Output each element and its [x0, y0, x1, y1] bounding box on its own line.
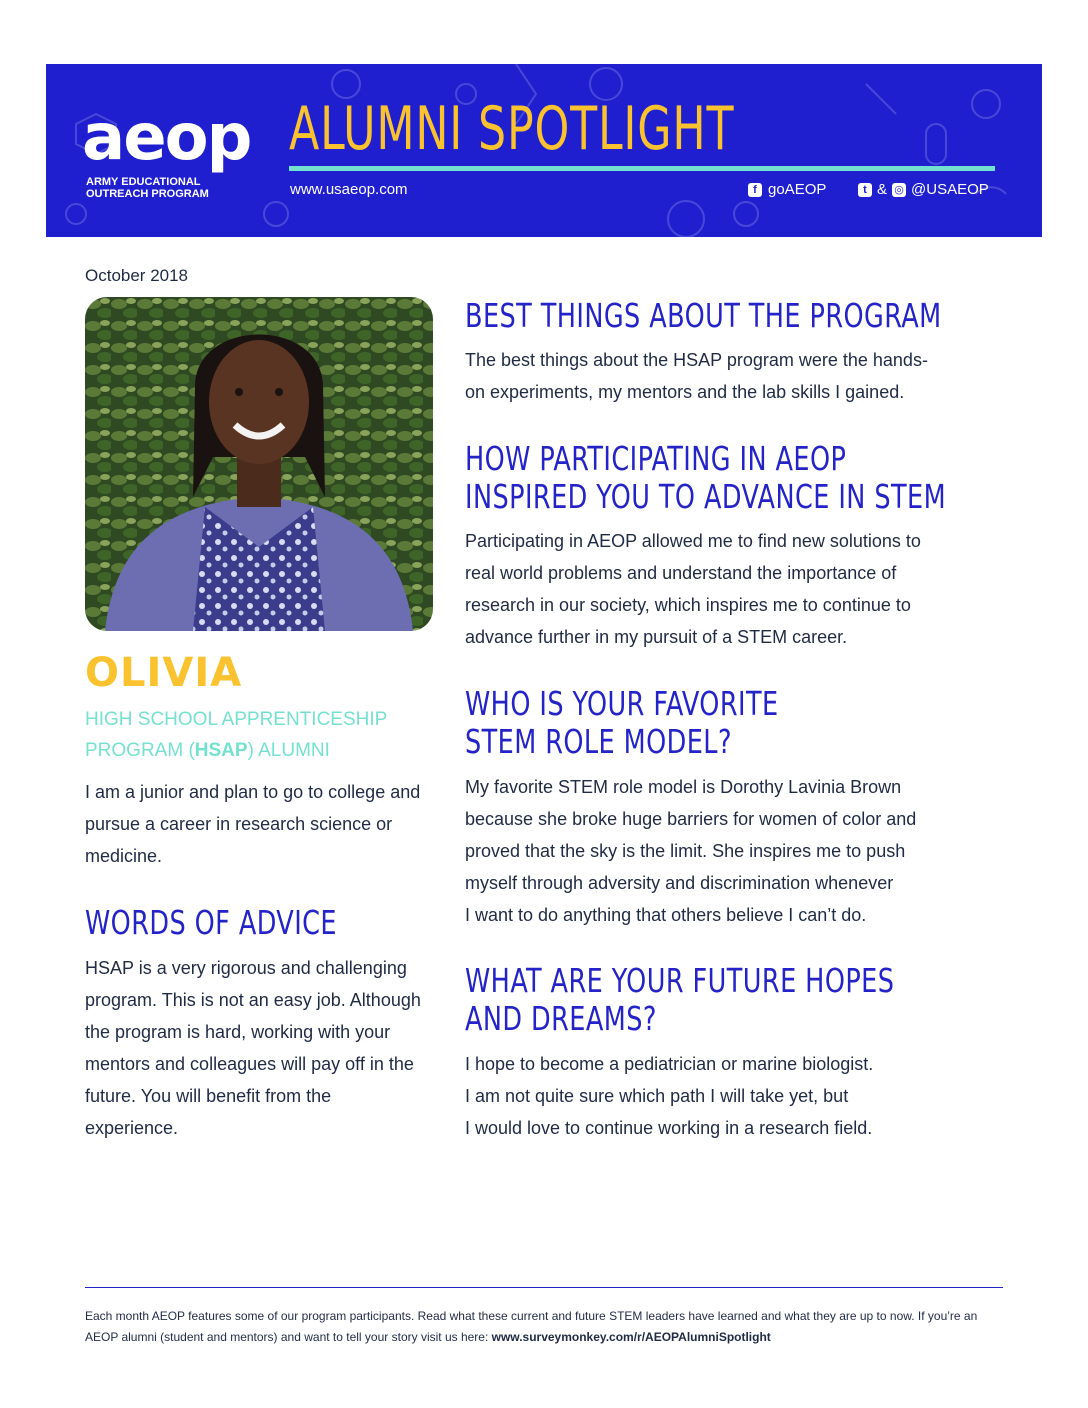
section-heading-inspired [465, 440, 946, 516]
section-heading-future [465, 962, 894, 1038]
website-link[interactable]: www.usaeop.com [290, 181, 408, 198]
text-line: I want to do anything that others believe I can’t do. [465, 905, 867, 925]
section-text-inspired [465, 525, 921, 653]
logo-letters: aeop [82, 101, 251, 175]
heading-line: WHAT ARE YOUR FUTURE HOPES [465, 961, 895, 1000]
text-line: advance further in my pursuit of a STEM career. [465, 627, 848, 647]
logo-subtitle-line1: ARMY EDUCATIONAL [86, 176, 201, 188]
footer-text [85, 1306, 1005, 1348]
text-line: on experiments, my mentors and the lab skills I gained. [465, 382, 905, 402]
program-acronym: HSAP [194, 740, 248, 761]
section-text-future [465, 1048, 873, 1144]
text-line: myself through adversity and discrimination whenever [465, 873, 894, 893]
section-heading-best-things: BEST THINGS ABOUT THE PROGRAM [465, 296, 942, 335]
alumni-photo [85, 297, 433, 631]
page-title: ALUMNI SPOTLIGHT [289, 94, 735, 164]
text-line: I am not quite sure which path I will take yet, but [465, 1086, 849, 1106]
logo-subtitle-line2: OUTREACH PROGRAM [86, 188, 209, 200]
facebook-link[interactable] [748, 181, 826, 198]
footer-description: Each month AEOP features some of our program participants. Read what these current and future STEM leaders have learned and what they are up to now. If you’re an AEOP alumni (student and mentors) and want to tell your story visit us here: [85, 1309, 978, 1344]
heading-line: STEM ROLE MODEL? [465, 722, 732, 761]
heading-line: AND DREAMS? [465, 999, 657, 1038]
text-line: real world problems and understand the importance of [465, 563, 897, 583]
twitter-instagram-link[interactable] [858, 181, 989, 198]
advice-text: HSAP is a very rigorous and challenging program. This is not an easy job. Although the program is hard, working with your mentors and colleagues will pay off in the future. You will benefit from the experience. [85, 958, 421, 1138]
text-line: I would love to continue working in a research field. [465, 1118, 873, 1138]
facebook-icon: f [748, 183, 762, 197]
twitter-instagram-handle: @USAEOP [911, 181, 989, 198]
alumni-name: OLIVIA [85, 650, 243, 696]
text-line: Participating in AEOP allowed me to find new solutions to [465, 531, 921, 551]
text-line: research in our society, which inspires me to continue to [465, 595, 911, 615]
intro-text: I am a junior and plan to go to college and pursue a career in research science or medicine. [85, 782, 421, 866]
footer-divider [85, 1287, 1003, 1288]
text-line: My favorite STEM role model is Dorothy Lavinia Brown [465, 777, 902, 797]
instagram-icon: ◎ [892, 183, 906, 197]
advice-heading: WORDS OF ADVICE [85, 903, 337, 942]
program-title-start: HIGH SCHOOL APPRENTICESHIP PROGRAM ( [85, 709, 387, 761]
title-underline [289, 166, 995, 171]
issue-date: October 2018 [85, 266, 189, 285]
program-title-end: ) ALUMNI [247, 740, 330, 761]
survey-link[interactable]: www.surveymonkey.com/r/AEOPAlumniSpotlight [491, 1330, 771, 1344]
logo-subtitle [86, 176, 209, 200]
social-ampersand: & [877, 181, 888, 198]
aeop-logo [82, 102, 262, 222]
text-line: because she broke huge barriers for women of color and [465, 809, 917, 829]
section-text-role-model [465, 771, 916, 931]
section-text-best-things [465, 344, 928, 408]
heading-line: INSPIRED YOU TO ADVANCE IN STEM [465, 477, 947, 516]
text-line: I hope to become a pediatrician or marine biologist. [465, 1054, 874, 1074]
facebook-handle: goAEOP [768, 181, 827, 198]
heading-line: HOW PARTICIPATING IN AEOP [465, 439, 847, 478]
text-line: proved that the sky is the limit. She inspires me to push [465, 841, 906, 861]
twitter-icon: t [858, 183, 872, 197]
header-banner [46, 64, 1042, 237]
portrait-illustration [85, 297, 433, 631]
section-heading-role-model [465, 685, 779, 761]
program-title [85, 704, 435, 766]
heading-line: WHO IS YOUR FAVORITE [465, 684, 779, 723]
text-line: The best things about the HSAP program were the hands- [465, 350, 928, 370]
